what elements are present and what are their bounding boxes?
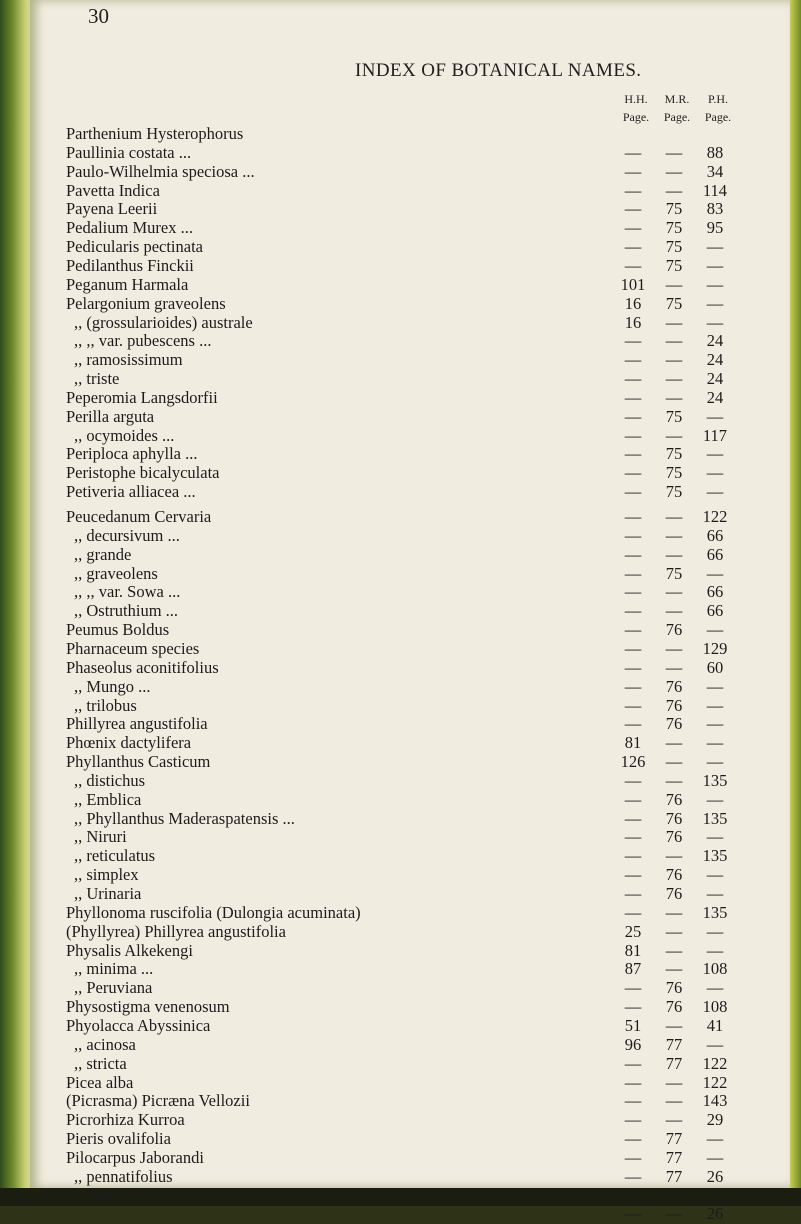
entry-hh-page: 25 <box>624 921 642 941</box>
entry-hh-page: — <box>624 827 642 847</box>
index-row <box>30 677 790 696</box>
entry-mr-page: — <box>665 638 683 658</box>
entry-hh-page: — <box>624 507 642 526</box>
entry-mr-page: 76 <box>665 714 683 734</box>
entry-hh-page: — <box>624 978 642 998</box>
entry-name: Pedalium Murex ... <box>66 218 193 238</box>
entry-name: ,, ramosissimum <box>74 350 183 370</box>
index-row <box>30 601 790 620</box>
entry-name: Pedicularis pectinata <box>66 237 203 257</box>
entry-hh-page: — <box>624 255 642 275</box>
entry-hh-page: — <box>624 1166 642 1186</box>
index-row <box>30 526 790 545</box>
entry-ph-page: 66 <box>706 544 724 564</box>
index-row <box>30 582 790 601</box>
entry-name: Picea alba <box>66 1072 134 1092</box>
entry-hh-page: — <box>624 525 642 545</box>
entry-ph-page: 29 <box>706 1110 724 1130</box>
entry-hh-page: — <box>624 425 642 445</box>
entry-mr-page: 77 <box>665 1053 683 1073</box>
entry-name: ,, Niruri <box>74 827 127 847</box>
column-header-hh: H.H. <box>624 92 648 106</box>
entry-hh-page: — <box>624 444 642 464</box>
entry-ph-page: 24 <box>706 331 724 351</box>
index-row <box>30 426 790 445</box>
entry-ph-page: 34 <box>706 161 724 181</box>
index-row <box>30 564 790 583</box>
entry-ph-page: — <box>706 463 724 483</box>
index-row <box>30 507 790 526</box>
entry-ph-page: — <box>706 237 724 257</box>
entry-mr-page: 75 <box>665 463 683 483</box>
entry-ph-page: — <box>706 789 724 809</box>
entry-ph-page: 135 <box>702 808 728 828</box>
entry-mr-page: 75 <box>665 406 683 426</box>
entry-name: Pilocarpus Jaborandi <box>66 1147 204 1167</box>
entry-mr-page: 76 <box>665 997 683 1017</box>
index-row <box>30 237 790 256</box>
entry-hh-page: — <box>624 846 642 866</box>
entry-hh-page: — <box>624 997 642 1017</box>
entry-hh-page: — <box>624 1110 642 1130</box>
entry-hh-page: 81 <box>624 940 642 960</box>
column-header-ph: P.H. <box>707 92 728 106</box>
index-row <box>30 1035 790 1054</box>
entry-ph-page: — <box>706 274 724 294</box>
entry-ph-page: — <box>706 406 724 426</box>
entry-hh-page: — <box>624 161 642 181</box>
entry-ph-page: — <box>706 714 724 734</box>
index-row <box>30 771 790 790</box>
entry-name: Pedilanthus Finckii <box>66 255 194 275</box>
index-row <box>30 696 790 715</box>
entry-name: ,, distichus <box>74 770 146 790</box>
entry-name: (Picrasma) Picræna Vellozii <box>66 1091 250 1111</box>
entry-mr-page: — <box>665 142 683 162</box>
entry-hh-page: — <box>624 180 642 200</box>
entry-name: Phœnix dactylifera <box>66 733 192 753</box>
entry-name: Phyllanthus Casticum <box>66 752 211 772</box>
entry-ph-page: 66 <box>706 525 724 545</box>
page-number: 30 <box>88 4 109 28</box>
entry-hh-page: — <box>624 902 642 922</box>
entry-name: Peucedanum Cervaria <box>66 507 212 526</box>
entry-mr-page: — <box>665 350 683 370</box>
index-row <box>30 256 790 275</box>
entry-name: ,, Peruviana <box>74 978 153 998</box>
entry-mr-page: — <box>665 846 683 866</box>
index-row <box>30 846 790 865</box>
index-row <box>30 1016 790 1035</box>
entry-name: ,, (grossularioides) australe <box>74 312 253 332</box>
entry-hh-page: — <box>624 406 642 426</box>
index-row <box>30 388 790 407</box>
entry-mr-page: 77 <box>665 1147 683 1167</box>
entry-ph-page: 27 <box>706 1185 724 1205</box>
entry-mr-page: 75 <box>665 218 683 238</box>
entry-ph-page: 135 <box>702 770 728 790</box>
index-row <box>30 1091 790 1110</box>
entry-hh-page: — <box>624 463 642 483</box>
entry-name: Paullinia costata ... <box>66 142 192 162</box>
entry-name: Pelargonium graveolens <box>66 293 226 313</box>
column-header-mr: M.R. <box>664 92 690 106</box>
entry-mr-page: — <box>665 387 683 407</box>
index-row <box>30 162 790 181</box>
entry-ph-page: 108 <box>702 997 728 1017</box>
entry-mr-page: 76 <box>665 884 683 903</box>
entry-ph-page: 108 <box>702 959 728 979</box>
entry-mr-page: 77 <box>665 1129 683 1149</box>
entry-mr-page: 76 <box>665 620 683 640</box>
index-row <box>30 790 790 809</box>
entry-name: ,, minima ... <box>74 959 154 979</box>
index-row <box>30 714 790 733</box>
index-row <box>30 827 790 846</box>
entry-mr-page: — <box>665 425 683 445</box>
entry-mr-page: — <box>665 507 683 526</box>
index-row <box>30 1110 790 1129</box>
entry-name: Peganum Harmala <box>66 274 189 294</box>
entry-mr-page: — <box>665 1015 683 1035</box>
entry-hh-page: — <box>624 387 642 407</box>
index-row <box>30 620 790 639</box>
entry-name: ,, Ostruthium ... <box>74 601 179 621</box>
entry-ph-page: 26 <box>706 1166 724 1186</box>
entry-mr-page: — <box>665 959 683 979</box>
entry-hh-page: 101 <box>620 274 646 294</box>
entry-name: Pavetta Indica <box>66 180 160 200</box>
entry-name: Peristophe bicalyculata <box>66 463 220 483</box>
index-page <box>30 0 790 1224</box>
entry-hh-page: 87 <box>624 959 642 979</box>
entry-name: ,, stricta <box>74 1053 127 1073</box>
entry-mr-page: — <box>665 940 683 960</box>
entry-ph-page: — <box>706 752 724 772</box>
index-row <box>30 997 790 1016</box>
index-row <box>30 294 790 313</box>
entry-name: Parthenium Hysterophorus <box>66 124 244 143</box>
index-row <box>30 658 790 677</box>
index-row <box>30 463 790 482</box>
entry-hh-page: — <box>624 563 642 583</box>
index-row <box>30 482 790 501</box>
entry-name: Phaseolus aconitifolius <box>66 657 219 677</box>
entry-hh-page: — <box>624 142 642 162</box>
entry-mr-page: — <box>665 902 683 922</box>
entry-hh-page: — <box>624 620 642 640</box>
entry-hh-page: 96 <box>624 1034 642 1054</box>
index-row <box>30 1186 790 1205</box>
entry-mr-page: — <box>665 180 683 200</box>
entry-name: Peumus Boldus <box>66 620 170 640</box>
entry-name: ,, ,, var. pubescens ... <box>74 331 212 351</box>
entry-ph-page: — <box>706 312 724 332</box>
entry-mr-page: 77 <box>665 1034 683 1054</box>
entry-ph-page: — <box>706 444 724 464</box>
entry-ph-page: 24 <box>706 350 724 370</box>
entry-hh-page: 51 <box>624 1015 642 1035</box>
entry-hh-page: — <box>624 1185 642 1205</box>
index-row <box>30 143 790 162</box>
entry-ph-page: — <box>706 676 724 696</box>
entry-ph-page: 24 <box>706 387 724 407</box>
index-row <box>30 331 790 350</box>
entry-ph-page: 66 <box>706 582 724 602</box>
entry-ph-page: 122 <box>702 1072 728 1092</box>
entry-hh-page: — <box>624 331 642 351</box>
index-row <box>30 959 790 978</box>
index-row <box>30 545 790 564</box>
entry-hh-page: — <box>624 865 642 885</box>
entry-name: Picrorhiza Kurroa <box>66 1110 185 1130</box>
entry-ph-page: — <box>706 1147 724 1167</box>
entry-mr-page: 75 <box>665 444 683 464</box>
entry-ph-page: — <box>706 293 724 313</box>
index-row <box>30 941 790 960</box>
entry-name: ,, ocymoides ... <box>74 425 175 445</box>
column-subheader-hh: Page. <box>622 110 650 124</box>
entry-hh-page: — <box>624 657 642 677</box>
entry-mr-page: 76 <box>665 978 683 998</box>
entry-hh-page: 16 <box>624 293 642 313</box>
entry-mr-page: 76 <box>665 865 683 885</box>
column-subheader-ph: Page. <box>704 110 732 124</box>
entry-mr-page: — <box>665 369 683 389</box>
entry-name: Paulo-Wilhelmia speciosa ... <box>66 161 255 181</box>
entry-ph-page: 26 <box>706 1204 724 1224</box>
index-row <box>30 313 790 332</box>
entry-name: ,, decursivum ... <box>74 525 180 545</box>
entry-hh-page: — <box>624 1204 642 1224</box>
entry-hh-page: — <box>624 1091 642 1111</box>
index-row <box>30 903 790 922</box>
entry-name: ,, species <box>74 1185 135 1205</box>
entry-ph-page: 135 <box>702 902 728 922</box>
index-row <box>30 639 790 658</box>
entry-mr-page: — <box>665 544 683 564</box>
index-row <box>30 1054 790 1073</box>
entry-name: Peperomia Langsdorfii <box>66 387 218 407</box>
entry-name: ,, trilobus <box>74 695 137 715</box>
entry-mr-page: — <box>665 657 683 677</box>
entry-hh-page: — <box>624 1147 642 1167</box>
entry-ph-page: — <box>706 978 724 998</box>
entry-hh-page: — <box>624 1129 642 1149</box>
entry-name: Petiveria alliacea ... <box>66 482 196 502</box>
entry-ph-page: — <box>706 921 724 941</box>
entry-mr-page: — <box>665 525 683 545</box>
entry-hh-page: — <box>624 638 642 658</box>
entry-hh-page: — <box>624 714 642 734</box>
entry-mr-page: 75 <box>665 563 683 583</box>
entry-mr-page: — <box>665 274 683 294</box>
index-row <box>30 275 790 294</box>
entry-ph-page: 135 <box>702 846 728 866</box>
index-row <box>30 1073 790 1092</box>
entry-mr-page: 75 <box>665 482 683 502</box>
entry-name: ,, acinosa <box>74 1034 136 1054</box>
entry-hh-page: — <box>624 789 642 809</box>
entry-ph-page: 88 <box>706 142 724 162</box>
entry-ph-page: 41 <box>706 1015 724 1035</box>
entry-name: ,, Urinaria <box>74 884 142 903</box>
entry-name: ,, Phyllanthus Maderaspatensis ... <box>74 808 295 828</box>
entry-hh-page: 81 <box>624 733 642 753</box>
entry-ph-page: 60 <box>706 657 724 677</box>
entry-name: ,, reticulatus <box>74 846 156 866</box>
index-row <box>30 884 790 903</box>
entry-name: (Phyllyrea) Phillyrea angustifolia <box>66 921 286 941</box>
entry-mr-page: — <box>665 770 683 790</box>
entry-hh-page: 16 <box>624 312 642 332</box>
entry-name: Phyolacca Abyssinica <box>66 1015 211 1035</box>
entry-hh-page: — <box>624 770 642 790</box>
entry-ph-page: 66 <box>706 601 724 621</box>
entry-name: ,, ,, var. Sowa ... <box>74 582 181 602</box>
entry-name: Pieris ovalifolia <box>66 1129 171 1149</box>
entry-mr-page: — <box>665 733 683 753</box>
entry-mr-page: 75 <box>665 199 683 219</box>
entry-ph-page: — <box>706 1129 724 1149</box>
index-row <box>30 1204 790 1223</box>
running-head: INDEX OF BOTANICAL NAMES. <box>355 60 642 81</box>
entry-ph-page: — <box>706 255 724 275</box>
entry-name: Periploca aphylla ... <box>66 444 198 464</box>
entry-ph-page: 24 <box>706 369 724 389</box>
entry-mr-page: 75 <box>665 293 683 313</box>
entry-mr-page: 76 <box>665 808 683 828</box>
entry-hh-page: — <box>624 601 642 621</box>
entry-hh-page: — <box>624 676 642 696</box>
entry-name: ,, triste <box>74 369 120 389</box>
entry-mr-page: — <box>665 1072 683 1092</box>
entry-ph-page: — <box>706 620 724 640</box>
index-row <box>30 809 790 828</box>
entry-name: Pharnaceum species <box>66 638 200 658</box>
entry-name: ,, Mungo ... <box>74 676 151 696</box>
entry-ph-page: 122 <box>702 1053 728 1073</box>
index-row <box>30 978 790 997</box>
entry-ph-page: — <box>706 827 724 847</box>
entry-mr-page: — <box>665 921 683 941</box>
entry-ph-page: 83 <box>706 199 724 219</box>
entry-mr-page: — <box>665 161 683 181</box>
entry-name: Payena Leerii <box>66 199 158 219</box>
entry-ph-page: — <box>706 940 724 960</box>
entry-name: Perilla arguta <box>66 406 155 426</box>
index-row <box>30 369 790 388</box>
entry-ph-page: 117 <box>702 425 728 445</box>
entry-mr-page: — <box>665 582 683 602</box>
entry-ph-page: 143 <box>702 1091 728 1111</box>
entry-ph-page: 122 <box>702 507 728 526</box>
index-row <box>30 865 790 884</box>
entry-mr-page: 76 <box>665 695 683 715</box>
entry-hh-page: — <box>624 695 642 715</box>
entry-name: Physalis Alkekengi <box>66 940 193 960</box>
index-row <box>30 444 790 463</box>
entry-ph-page: — <box>706 884 724 903</box>
entry-hh-page: — <box>624 369 642 389</box>
entry-name: Phyllonoma ruscifolia (Dulongia acuminata) <box>66 902 361 922</box>
entry-ph-page: — <box>706 865 724 885</box>
entry-mr-page: 76 <box>665 789 683 809</box>
entry-name: ,, graveolens <box>74 563 158 583</box>
entry-ph-page: 129 <box>702 638 728 658</box>
entry-mr-page: 77 <box>665 1185 683 1205</box>
entry-ph-page: — <box>706 563 724 583</box>
entry-hh-page: — <box>624 808 642 828</box>
entry-hh-page: — <box>624 237 642 257</box>
entry-ph-page: 114 <box>702 180 728 200</box>
entry-mr-page: 75 <box>665 237 683 257</box>
entry-hh-page: — <box>624 1072 642 1092</box>
entry-hh-page: — <box>624 218 642 238</box>
entry-hh-page: — <box>624 582 642 602</box>
entry-hh-page: — <box>624 1053 642 1073</box>
index-row <box>30 1148 790 1167</box>
entry-mr-page: — <box>665 312 683 332</box>
entry-name: ,, simplex <box>74 865 139 885</box>
entry-mr-page: — <box>665 752 683 772</box>
column-subheader-mr: Page. <box>663 110 691 124</box>
index-row <box>30 218 790 237</box>
index-row <box>30 407 790 426</box>
entry-hh-page: — <box>624 884 642 903</box>
entry-name: ,, pennatifolius <box>74 1166 173 1186</box>
entry-mr-page: — <box>665 1204 683 1224</box>
index-row <box>30 181 790 200</box>
entry-ph-page: — <box>706 733 724 753</box>
entry-mr-page: — <box>665 1110 683 1130</box>
entry-mr-page: — <box>665 1091 683 1111</box>
index-row <box>30 733 790 752</box>
entry-hh-page: — <box>624 482 642 502</box>
entry-hh-page: — <box>624 544 642 564</box>
index-row <box>30 124 790 143</box>
entry-mr-page: 76 <box>665 676 683 696</box>
index-row <box>30 1129 790 1148</box>
entry-hh-page: — <box>624 350 642 370</box>
entry-ph-page: — <box>706 695 724 715</box>
entry-ph-page: — <box>706 1034 724 1054</box>
index-row <box>30 350 790 369</box>
entry-mr-page: 77 <box>665 1166 683 1186</box>
entry-hh-page: — <box>624 199 642 219</box>
index-row <box>30 922 790 941</box>
index-row <box>30 752 790 771</box>
entry-mr-page: — <box>665 331 683 351</box>
entry-mr-page: 75 <box>665 255 683 275</box>
entry-name: Physostigma venenosum <box>66 997 230 1017</box>
entry-ph-page: — <box>706 482 724 502</box>
entry-name: ,, Emblica <box>74 789 142 809</box>
entry-mr-page: 76 <box>665 827 683 847</box>
entry-ph-page: 95 <box>706 218 724 238</box>
index-row <box>30 199 790 218</box>
entry-hh-page: 126 <box>620 752 646 772</box>
entry-name: Phillyrea angustifolia <box>66 714 208 734</box>
entry-name: ,, grande <box>74 544 132 564</box>
entry-mr-page: — <box>665 601 683 621</box>
index-row <box>30 1167 790 1186</box>
